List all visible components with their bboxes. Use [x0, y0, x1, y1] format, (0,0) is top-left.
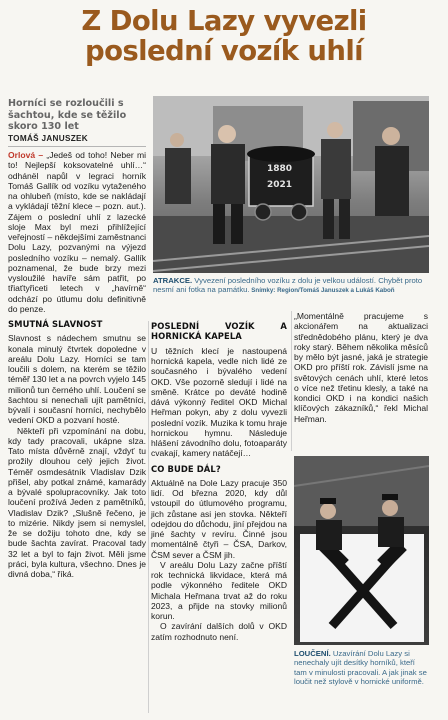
article-paragraph: Slavnost s nádechem smutnu se konala minulý čtvrtek dopoledne v areálu Dolu Lazy. Horníci se tam loučili s dolem, na kterém se těžilo téměř 130 let a na povrch vyjelo 145 milionů tun černého uhlí. Loučení se šachtou si nenechali ujít pamětníci, bývalí i současní horníci, nechybělo vedení OKD a pozvaní hosté. — [8, 333, 146, 426]
article-column-1 — [8, 150, 146, 579]
article-paragraph — [8, 150, 146, 314]
photo-miners-farewell-illustration — [294, 456, 429, 645]
cart-marking-2021: 2021 — [267, 180, 293, 190]
dateline: Orlová – — [8, 150, 44, 160]
article-paragraph: Aktuálně na Dole Lazy pracuje 350 lidí. Od března 2020, kdy důl vstoupil do útlumového programu, jich zůstane asi jen stovka. Někteří odejdou do důchodu, jiní přejdou na jiné šachty v revíru. Činné jsou momentálně čtyři – ČSA, Darkov, ČSM sever a ČSM jih. — [151, 477, 287, 560]
headline-line-1: Z Dolu Lazy vyvezli — [81, 6, 367, 36]
article-paragraph: O zavírání dalších dolů v OKD zatím rozhodnuto není. — [151, 621, 287, 642]
photo-miners-farewell — [294, 456, 429, 645]
column-divider — [291, 311, 292, 451]
article-column-3 — [294, 311, 428, 424]
lead-paragraph: Horníci se rozloučili s šachtou, kde se těžilo skoro 130 let — [8, 98, 127, 132]
cart-marking-1880: 1880 — [267, 164, 293, 174]
article-paragraph: V areálu Dolu Lazy začne příští rok technická likvidace, která má podle výkonného ředitele OKD Michala Heřmana trvat až do roku 2023, a přijde na stovky milionů korun. — [151, 559, 287, 622]
quote-paragraph: „Momentálně pracujeme s akcionářem na aktualizaci střednědobého plánu, který je dva roky starý. Během několika měsíců by mělo být jasné, jaká je strategie OKD pro příští rok. Závislí jsme na světových cenách uhlí, které letos o více než třetinu klesly, a také na kondici OKD i na kondici našich klíčových zákazníků,“ řekl Michal Heřman. — [294, 311, 428, 424]
subheading-co-bude-dal: CO BUDE DÁL? — [151, 463, 221, 474]
photo-credit: Snímky: Region/Tomáš Januszek a Lukáš Kaboň — [249, 287, 395, 295]
article-column-2 — [151, 321, 287, 642]
byline: TOMÁŠ JANUSZEK — [8, 134, 146, 147]
photo-last-coal-cart — [153, 96, 429, 273]
subheading-posledni-vozik: POSLEDNÍ VOZÍK A HORNICKÁ KAPELA — [151, 321, 287, 342]
article-paragraph: U těžních klecí je nastoupená hornická kapela, vedle nich lidé ze současného i bývalého vedení OKD. Vše pozorně sledují i lidé na směně. Krátce po deváté hodině dává výkonný ředitel OKD Michal Heřman pokyn, aby z dolu vyvezli poslední vozík. Muzika k tomu hraje hornickou hymnu. Následuje hlášení závodního dolu, fotoaparáty cvakají, kamery natáčejí… — [151, 345, 287, 459]
photo-2-caption-text: Uzavírání Dolu Lazy si nenechaly ujít desítky horníků, kteří tam v minulosti pracovali. A jak jinak se loučit než stylově v hornické uniformě. — [294, 649, 427, 687]
photo-1-caption — [153, 276, 429, 296]
article-paragraph: Někteří při vzpomínání na dobu, kdy tady pracovali, ukápne slza. Tato místa důvěrně znají, vždyť tu prožily dlouhou celý jejich život. Téměř osmdesátník Vladislav Dzik přišel, aby potkal známé, kamarády a bývalé spolupracovníky. Jak toto loučení prožívá Jeden z pamětníků, Vladislav Dzik? „Slušně řečeno, je to mizérie. Nikdy jsem si nemyslel, že se dožiju tohoto dne, kdy se bude šachta zavírat. Pracoval tady 32 let a byl to fajn život. Měli jsme práci, byla kultura, všechno. Dnes je divná doba,“ říká. — [8, 425, 146, 580]
photo-2-caption — [294, 649, 429, 687]
paragraph-text: „Jedeš od toho! Neber mi to! Nejlepší koksovatelné uhlí…“ odhánël napůl v legraci horník Tomáš Gallík od vozíku vytaženého na ohlubeň (místo, kde se nakládají a vykládají těžní klece – pozn. aut.). Zájem o poslední uhlí z lazecké sloje Max byl mezi přihlížející veřejností – někdejšími zaměstnanci Dolu Lazy, pozvanými na výjezd posledního vozíku – nemalý. Gallík poznamenal, že bude brzy mezi vysloužilé havíře sám patřit, po třiaťtyřiceti letech v „havírně“ odchází po útlumu dolu definitivně do penze. — [8, 150, 146, 314]
headline — [6, 6, 442, 66]
column-divider — [148, 321, 149, 713]
photo-1-caption-text: Vyvezení posledního vozíku z dolu je velkou událostí. Chybět proto nesmí ani fotka na památku. — [153, 276, 423, 295]
photo-1-caption-label: ATRAKCE. — [153, 276, 193, 285]
photo-2-caption-label: LOUČENÍ. — [294, 649, 331, 658]
headline-line-2: poslední vozík uhlí — [84, 36, 363, 66]
subheading-smutna-slavnost: SMUTNÁ SLAVNOST — [8, 319, 103, 329]
